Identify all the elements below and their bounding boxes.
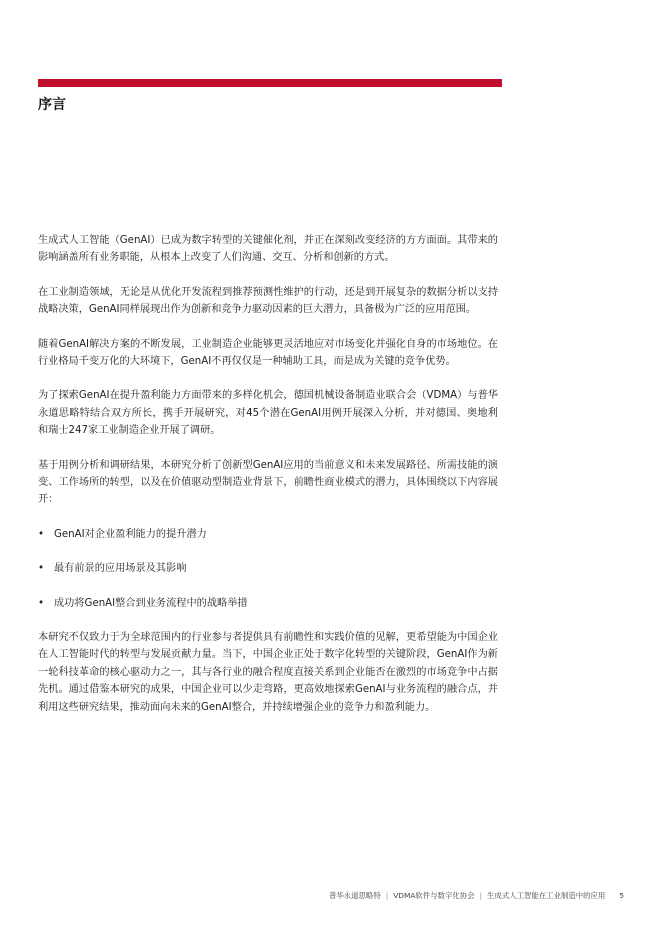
body-text [38,232,498,733]
page-footer [329,890,624,901]
footer-org-vdma: VDMA软件与数字化协会 [393,891,475,900]
bullet-icon: • [38,563,45,575]
bullet-text: GenAI对企业盈利能力的提升潜力 [54,528,207,540]
bullet-text: 成功将GenAI整合到业务流程中的战略举措 [54,597,248,609]
paragraph: 生成式人工智能（GenAI）已成为数字转型的关键催化剂，并正在深刻改变经济的方方面面。其带来的影响涵盖所有业务职能，从根本上改变了人们沟通、交互、分析和创新的方式。 [38,235,498,264]
paragraph: 基于用例分析和调研结果，本研究分析了创新型GenAI应用的当前意义和未来发展路径、所需技能的演变、工作场所的转型，以及在价值驱动型制造业背景下，前瞻性商业模式的潜力，具体围绕以下内容展开： [38,459,498,506]
footer-doc-title: 生成式人工智能在工业制造中的应用 [487,891,606,900]
paragraph: 在工业制造领域，无论是从优化开发流程到推荐预测性维护的行动，还是到开展复杂的数据分析以支持战略决策，GenAI同样展现出作为创新和竞争力驱动因素的巨大潜力，具备极为广泛的应用范围。 [38,286,498,316]
bullet-icon: • [38,528,45,540]
bullet-item [38,526,498,543]
bullet-item [38,595,498,612]
header-accent-bar [38,79,502,87]
footer-org-pwc: 普华永道思略特 [328,891,381,900]
bullet-icon: • [38,597,45,609]
bullet-item [38,560,498,577]
closing-paragraph: 本研究不仅致力于为全球范围内的行业参与者提供具有前瞻性和实践价值的见解，更希望能为中国企业在人工智能时代的转型与发展贡献力量。当下，中国企业正处于数字化转型的关键阶段，GenAI作为新一轮科技革命的核心驱动力之一，其与各行业的融合程度直接关系到企业能否在激烈的市场竞争中占据先机。通过借鉴本研究的成果，中国企业可以少走弯路，更高效地探索GenAI与业务流程的融合点，并利用这些研究结果，推动面向未来的GenAI整合，并持续增强企业的竞争力和盈利能力。 [38,632,498,713]
footer-separator: | [479,891,483,900]
page-title: 序言 [38,97,66,113]
bullet-list [38,526,498,612]
bullet-text: 最有前景的应用场景及其影响 [54,563,187,575]
footer-separator: | [385,891,389,900]
paragraph: 随着GenAI解决方案的不断发展，工业制造企业能够更灵活地应对市场变化并强化自身的市场地位。在行业格局千变万化的大环境下，GenAI不再仅仅是一种辅助工具，而是成为关键的竞争优势。 [38,338,498,368]
paragraph: 为了探索GenAI在提升盈利能力方面带来的多样化机会，德国机械设备制造业联合会（VDMA）与普华永道思略特结合双方所长，携手开展研究，对45个潜在GenAI用例开展深入分析，并对德国、奥地利和瑞士247家工业制造企业开展了调研。 [38,390,498,437]
page-number: 5 [619,891,624,900]
